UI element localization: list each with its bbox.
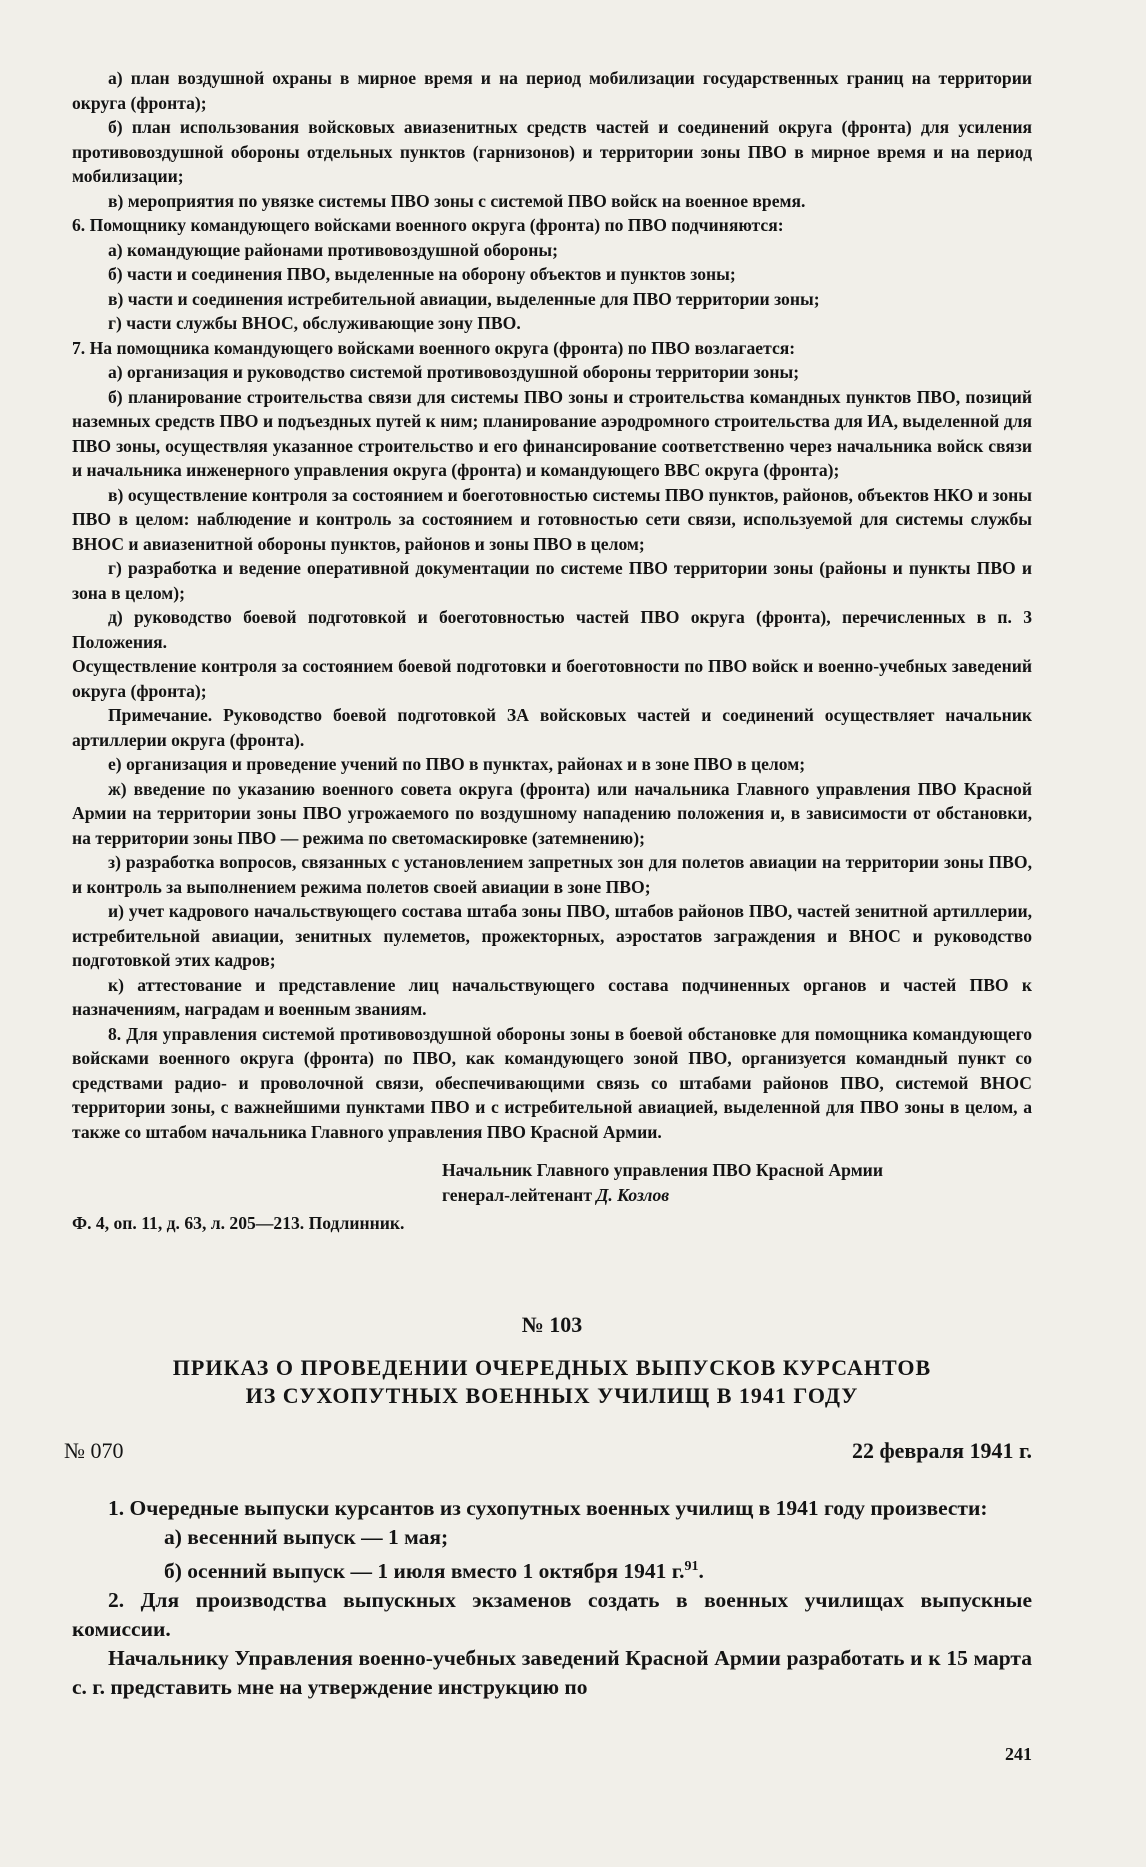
text-paragraph: ж) введение по указанию военного совета округа (фронта) или начальника Главного управления ПВО Красной Армии на территории зоны ПВО угрожаемого по воздушному нападению положения и, в зависимости от обстановки, на территории зоны ПВО — режима по светомаскировке (затемнению); bbox=[72, 778, 1032, 848]
signature-title: Начальник Главного управления ПВО Красной Армии bbox=[442, 1160, 883, 1180]
text-paragraph: г) части службы ВНОС, обслуживающие зону ПВО. bbox=[108, 313, 521, 333]
text-paragraph: з) разработка вопросов, связанных с установлением запретных зон для полетов авиации на территории зоны ПВО, и контроль за выполнением режима полетов своей авиации в зоне ПВО; bbox=[72, 852, 1032, 897]
order-paragraph-1: 1. Очередные выпуски курсантов из сухопутных военных училищ в 1941 году произвести: bbox=[108, 1495, 988, 1520]
text-paragraph: Осуществление контроля за состоянием боевой подготовки и боеготовности по ПВО войск и военно-учебных заведений округа (фронта); bbox=[72, 656, 1032, 701]
order-meta bbox=[64, 1437, 1032, 1464]
text-paragraph: е) организация и проведение учений по ПВО в пунктах, районах и в зоне ПВО в целом; bbox=[108, 754, 806, 774]
text-paragraph: в) мероприятия по увязке системы ПВО зоны с системой ПВО войск на военное время. bbox=[108, 190, 806, 211]
text-paragraph: 8. Для управления системой противовоздушной обороны зоны в боевой обстановке для помощника командующего войсками военного округа (фронта) по ПВО, как командующего зоной ПВО, организуется командный пункт со средствами радио- и проволочной связи, обеспечивающими связь со штабами районов ПВО, системой ВНОС территории зоны, с важнейшими пунктами ПВО и с истребительной авиацией, выделенной для ПВО зоны в целом, а также со штабом начальника Главного управления ПВО Красной Армии. bbox=[72, 1023, 1032, 1142]
text-paragraph: и) учет кадрового начальствующего состава штаба зоны ПВО, штабов районов ПВО, частей зенитной артиллерии, истребительной авиации, зенитных пулеметов, прожекторных, аэростатов заграждения и ВНОС и руководство подготовкой этих кадров; bbox=[72, 901, 1032, 970]
order-paragraph-2: 2. Для производства выпускных экзаменов создать в военных училищах выпускные комиссии. bbox=[72, 1587, 1032, 1641]
text-paragraph: д) руководство боевой подготовкой и боеготовностью частей ПВО округа (фронта), перечисленных в п. 3 Положения. bbox=[72, 607, 1032, 652]
text-paragraph: а) командующие районами противовоздушной обороны; bbox=[108, 239, 558, 260]
signature-block bbox=[442, 1158, 1032, 1207]
text-paragraph: б) планирование строительства связи для системы ПВО зоны и строительства командных пунктов ПВО, позиций наземных средств ПВО и подъездных путей к ним; планирование аэродромного строительства для ИА, выделенной для ПВО зоны, осуществляя указанное строительство и его финансирование соответственно через начальника войск связи и начальника инженерного управления округа (фронта) и командующего ВВС округа (фронта); bbox=[72, 386, 1032, 480]
text-paragraph: б) план использования войсковых авиазенитных средств частей и соединений округа (фронта) для усиления противовоздушной обороны отдельных пунктов (гарнизонов) и территории зоны ПВО в мирное время и на период мобилизации; bbox=[72, 117, 1032, 186]
note-text: Руководство боевой подготовкой ЗА войсковых частей и соединений осуществляет начальник артиллерии округа (фронта). bbox=[72, 705, 1032, 750]
document-title-line-1: ПРИКАЗ О ПРОВЕДЕНИИ ОЧЕРЕДНЫХ ВЫПУСКОВ КУРСАНТОВ bbox=[172, 1354, 932, 1380]
document-title bbox=[72, 1354, 1032, 1410]
order-number: № 070 bbox=[64, 1437, 124, 1463]
order-item-b: б) осенний выпуск — 1 июля вместо 1 октября 1941 г.$^{91}$. bbox=[164, 1558, 704, 1583]
text-paragraph: 6. Помощнику командующего войсками военного округа (фронта) по ПВО подчиняются: bbox=[72, 215, 784, 235]
text-paragraph: б) части и соединения ПВО, выделенные на оборону объектов и пунктов зоны; bbox=[108, 264, 736, 284]
note-label: Примечание. bbox=[108, 705, 213, 725]
order-paragraph-3: Начальнику Управления военно-учебных заведений Красной Армии разработать и к 15 марта с. г. представить мне на утверждение инструкцию по bbox=[72, 1645, 1032, 1699]
archive-reference: Ф. 4, оп. 11, д. 63, л. 205—213. Подлинник. bbox=[72, 1213, 405, 1233]
page-number: 241 bbox=[1005, 1744, 1032, 1764]
page-body bbox=[64, 66, 1032, 1702]
signature-rank-line: генерал-лейтенант Д. Козлов bbox=[442, 1184, 670, 1205]
document-title-line-2: ИЗ СУХОПУТНЫХ ВОЕННЫХ УЧИЛИЩ В 1941 ГОДУ bbox=[245, 1382, 859, 1408]
upper-text bbox=[72, 66, 1032, 1144]
text-paragraph: г) разработка и ведение оперативной документации по системе ПВО территории зоны (районы и пункты ПВО и зона в целом); bbox=[72, 558, 1032, 603]
text-paragraph: к) аттестование и представление лиц начальствующего состава подчиненных органов и частей ПВО к назначениям, наградам и военным званиям. bbox=[72, 974, 1032, 1019]
footnote-mark: 91 bbox=[684, 1558, 699, 1574]
order-item-a: а) весенний выпуск — 1 мая; bbox=[164, 1524, 449, 1549]
document-number: № 103 bbox=[521, 1311, 583, 1337]
signature-name: Д. Козлов bbox=[596, 1184, 670, 1205]
order-body bbox=[72, 1494, 1032, 1702]
order-date: 22 февраля 1941 г. bbox=[851, 1437, 1032, 1463]
text-paragraph: а) организация и руководство системой противовоздушной обороны территории зоны; bbox=[108, 362, 800, 382]
text-paragraph: а) план воздушной охраны в мирное время и на период мобилизации государственных границ на территории округа (фронта); bbox=[72, 68, 1032, 113]
text-paragraph: в) части и соединения истребительной авиации, выделенные для ПВО территории зоны; bbox=[108, 288, 820, 309]
text-paragraph: в) осуществление контроля за состоянием и боеготовностью системы ПВО пунктов, районов, объектов НКО и зоны ПВО в целом: наблюдение и контроль за состоянием и готовностью сети связи, используемой для системы службы ВНОС и авиазенитной обороны пунктов, районов и зоны ПВО в целом; bbox=[72, 484, 1032, 554]
text-paragraph: 7. На помощника командующего войсками военного округа (фронта) по ПВО возлагается: bbox=[72, 337, 796, 358]
note-paragraph bbox=[72, 703, 1032, 752]
